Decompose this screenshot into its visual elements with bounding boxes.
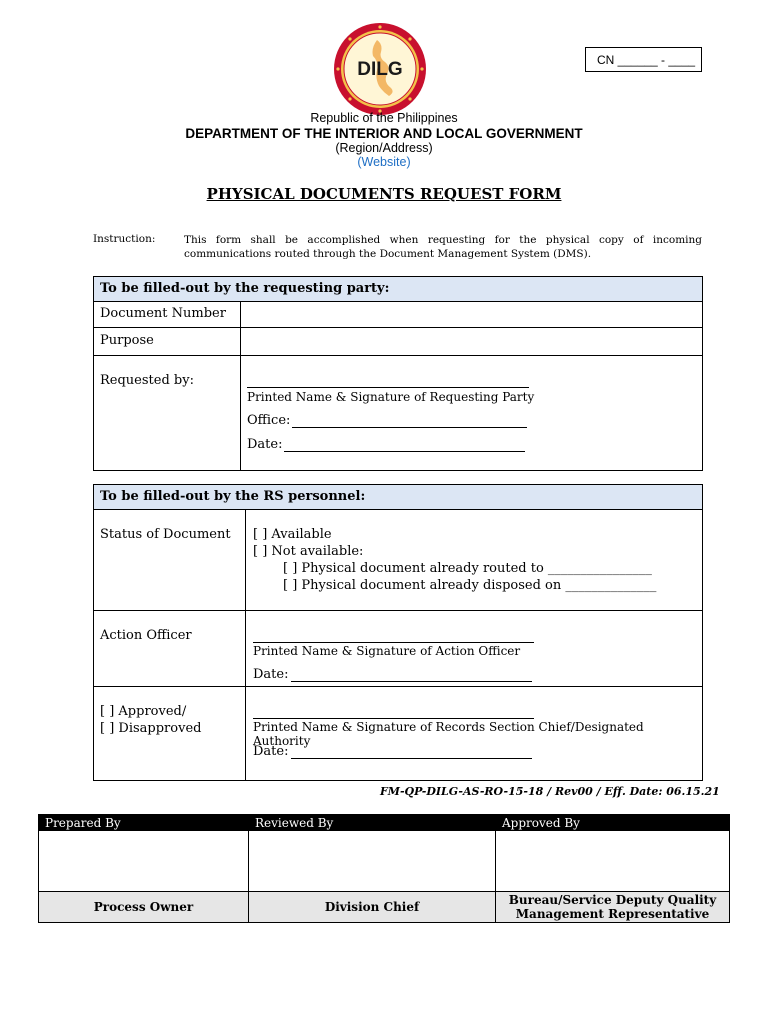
chief-signature-line[interactable]: [253, 718, 534, 719]
requesting-signature-line[interactable]: [247, 387, 529, 388]
action-officer-row: [94, 610, 702, 686]
chief-date-label: Date:: [253, 744, 289, 759]
region-address: (Region/Address): [335, 141, 433, 155]
approval-decision-row: [94, 686, 702, 780]
office-field[interactable]: [292, 427, 527, 428]
instruction-label: Instruction:: [93, 233, 156, 245]
requested-by-label: Requested by:: [100, 373, 194, 388]
action-officer-signature-caption: Printed Name & Signature of Action Officer: [253, 644, 521, 658]
action-officer-signature-line[interactable]: [253, 642, 534, 643]
checkbox-approved[interactable]: [ ] Approved/: [100, 704, 187, 719]
dilg-seal-logo: [333, 22, 427, 116]
department-name: DEPARTMENT OF THE INTERIOR AND LOCAL GOVERNMENT: [185, 126, 583, 141]
requested-by-row: [94, 355, 702, 470]
section-heading-rs: To be filled-out by the RS personnel:: [94, 485, 702, 509]
document-number-label: Document Number: [100, 306, 226, 321]
document-number-row: [94, 301, 702, 327]
section-heading-requesting: To be filled-out by the requesting party:: [94, 277, 702, 301]
instruction-text: This form shall be accomplished when requesting for the physical copy of incoming communications routed through the Document Management System (DMS).: [184, 234, 702, 260]
approved-by-header: Approved By: [496, 815, 729, 831]
reviewed-by-header: Reviewed By: [249, 815, 495, 831]
checkbox-available[interactable]: [ ] Available: [253, 527, 332, 542]
action-officer-label: Action Officer: [100, 628, 192, 643]
checkbox-already-routed[interactable]: [ ] Physical document already routed to ________________: [283, 561, 652, 576]
status-label: Status of Document: [100, 527, 231, 542]
purpose-label: Purpose: [100, 333, 154, 348]
republic-line: Republic of the Philippines: [310, 111, 458, 125]
office-label: Office:: [247, 413, 291, 428]
document-approval-table: [38, 814, 730, 923]
document-number-field[interactable]: [241, 302, 702, 327]
checkbox-already-disposed[interactable]: [ ] Physical document already disposed on ______________: [283, 578, 657, 593]
chief-signature-caption: Printed Name & Signature of Records Section Chief/Designated Authority: [253, 720, 644, 748]
division-chief-label: Division Chief: [249, 891, 495, 922]
requesting-party-table: [93, 276, 703, 471]
control-number-box: CN ______ - ____: [585, 47, 702, 72]
date-field[interactable]: [284, 451, 525, 452]
requesting-signature-caption: Printed Name & Signature of Requesting Party: [247, 390, 535, 404]
action-date-field[interactable]: [291, 681, 532, 682]
action-date-label: Date:: [253, 667, 289, 682]
purpose-field[interactable]: [241, 328, 702, 355]
date-label: Date:: [247, 437, 283, 452]
checkbox-disapproved[interactable]: [ ] Disapproved: [100, 721, 202, 736]
status-row: [94, 509, 702, 610]
bureau-representative-label: Bureau/Service Deputy Quality Management Representative: [496, 891, 729, 922]
form-code: FM-QP-DILG-AS-RO-15-18 / Rev00 / Eff. Date: 06.15.21: [380, 785, 720, 798]
checkbox-not-available[interactable]: [ ] Not available:: [253, 544, 364, 559]
rs-personnel-table: [93, 484, 703, 781]
prepared-by-header: Prepared By: [39, 815, 248, 831]
chief-date-field[interactable]: [291, 758, 532, 759]
process-owner-label: Process Owner: [39, 891, 248, 922]
logo-text: DILG: [357, 59, 403, 80]
purpose-row: [94, 327, 702, 355]
form-title: PHYSICAL DOCUMENTS REQUEST FORM: [206, 185, 562, 203]
website-link[interactable]: (Website): [357, 155, 411, 169]
